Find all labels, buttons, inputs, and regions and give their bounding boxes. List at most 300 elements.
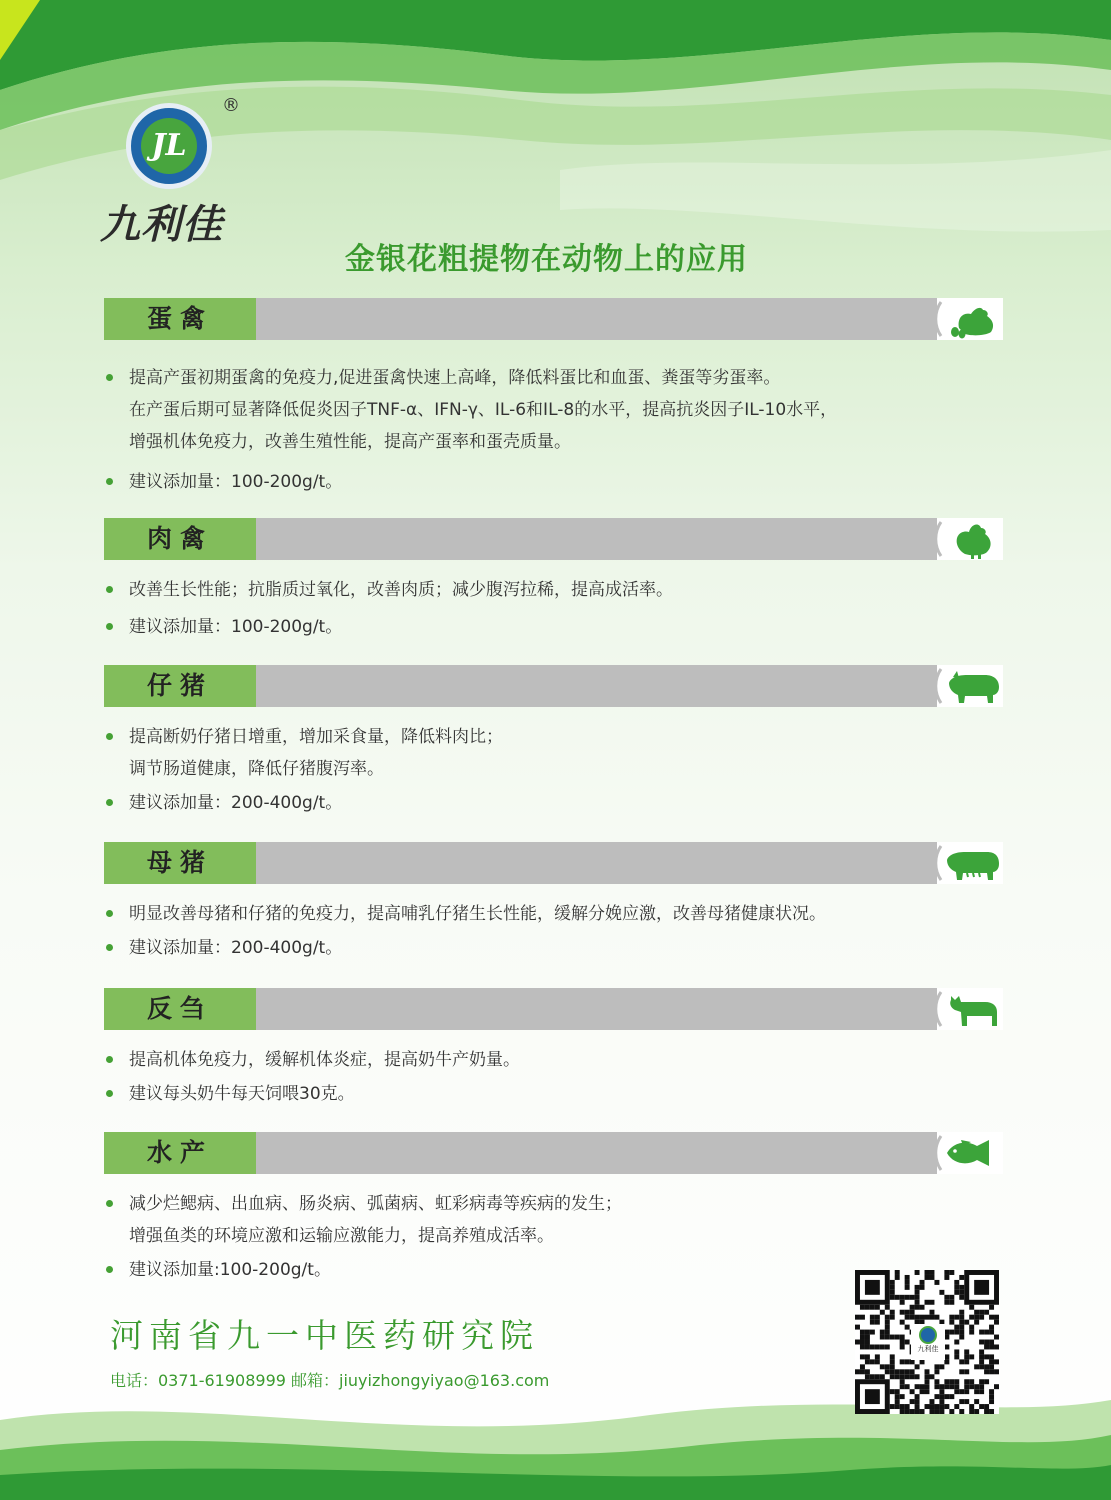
qr-module [954,1354,959,1359]
qr-module [954,1389,959,1394]
qr-module [984,1364,989,1369]
qr-module [875,1315,880,1320]
qr-module [895,1404,900,1409]
bullet-dot [106,1090,113,1097]
qr-module [954,1384,959,1389]
qr-code[interactable] [855,1270,999,1414]
qr-module [895,1399,900,1404]
section-label: 蛋禽 [104,298,256,340]
qr-module [974,1384,979,1389]
item-line: 建议添加量：100-200g/t。 [129,617,343,637]
qr-module [880,1330,885,1335]
fish-icon [937,1132,1003,1174]
list-item [104,787,1003,819]
qr-module [865,1330,870,1335]
section-header [104,518,1003,560]
qr-module [964,1379,969,1384]
qr-module [994,1344,999,1349]
qr-module [880,1374,885,1379]
qr-module [885,1305,890,1310]
section-header [104,665,1003,707]
qr-module [890,1404,895,1409]
logo-emblem [126,103,212,189]
qr-module [939,1389,944,1394]
qr-module [885,1344,890,1349]
qr-module [895,1394,900,1399]
qr-module [969,1315,974,1320]
qr-module [979,1404,984,1409]
qr-module [905,1404,910,1409]
qr-module [989,1364,994,1369]
qr-module [910,1295,915,1300]
qr-module [989,1325,994,1330]
qr-module [865,1369,870,1374]
qr-module [860,1335,865,1340]
section-ruminant [104,988,1003,1110]
qr-module [949,1394,954,1399]
qr-module [929,1404,934,1409]
qr-module [890,1310,895,1315]
bullet-dot [106,623,113,630]
qr-module [989,1389,994,1394]
list-item [104,611,1003,643]
cow-icon [937,988,1003,1030]
qr-module [949,1315,954,1320]
qr-module [900,1394,905,1399]
qr-module [905,1325,910,1330]
section-items [104,1044,1003,1110]
bullet-dot [106,799,113,806]
qr-module [925,1379,930,1384]
qr-module [994,1315,999,1320]
qr-module [954,1325,959,1330]
qr-module [939,1409,944,1414]
qr-module [989,1369,994,1374]
qr-module [910,1359,915,1364]
qr-module [920,1315,925,1320]
qr-module [934,1394,939,1399]
qr-module [949,1295,954,1300]
qr-module [920,1359,925,1364]
qr-module [979,1389,984,1394]
qr-module [925,1389,930,1394]
qr-module [989,1399,994,1404]
qr-module [895,1374,900,1379]
qr-module [865,1354,870,1359]
qr-module [979,1315,984,1320]
qr-module [959,1320,964,1325]
qr-module [964,1359,969,1364]
qr-module [905,1359,910,1364]
qr-module [974,1315,979,1320]
qr-module [959,1399,964,1404]
section-label: 水产 [104,1132,256,1174]
bullet-dot [106,944,113,951]
qr-module [989,1359,994,1364]
qr-module [905,1315,910,1320]
qr-module [885,1325,890,1330]
qr-module [920,1280,925,1285]
qr-module [949,1384,954,1389]
qr-module [890,1369,895,1374]
qr-module [875,1344,880,1349]
qr-module [885,1320,890,1325]
qr-module [939,1404,944,1409]
list-item [104,932,1003,964]
qr-module [865,1389,880,1404]
qr-module [875,1359,880,1364]
qr-module [870,1305,875,1310]
qr-module [974,1320,979,1325]
qr-module [880,1335,885,1340]
section-items [104,898,1003,964]
qr-module [934,1379,939,1384]
qr-module [939,1364,944,1369]
qr-module [929,1374,934,1379]
qr-module [915,1315,920,1320]
qr-module [900,1374,905,1379]
qr-module [969,1379,974,1384]
qr-module [929,1399,934,1404]
qr-module [915,1374,920,1379]
bullet-dot [106,910,113,917]
qr-module [989,1305,994,1310]
qr-module [934,1404,939,1409]
qr-module [865,1374,870,1379]
qr-module [944,1354,949,1359]
section-label: 仔猪 [104,665,256,707]
section-header [104,298,1003,340]
qr-module [900,1320,905,1325]
qr-module [959,1295,964,1300]
qr-module [895,1335,900,1340]
qr-module [915,1290,920,1295]
qr-module [920,1285,925,1290]
qr-module [939,1399,944,1404]
chicken-icon [937,518,1003,560]
qr-module [855,1340,860,1345]
qr-module [969,1384,974,1389]
item-line: 建议添加量：100-200g/t。 [129,472,343,492]
qr-module [865,1359,870,1364]
qr-module [984,1404,989,1409]
qr-module [939,1394,944,1399]
qr-module [890,1285,895,1290]
qr-module [979,1310,984,1315]
qr-module [870,1359,875,1364]
qr-module [915,1384,920,1389]
qr-module [890,1374,895,1379]
section-header [104,842,1003,884]
qr-module [989,1344,994,1349]
qr-module [900,1359,905,1364]
qr-module [915,1295,920,1300]
qr-module [949,1270,954,1275]
qr-module [979,1384,984,1389]
item-line: 减少烂鳃病、出血病、肠炎病、弧菌病、虹彩病毒等疾病的发生； [129,1194,622,1214]
qr-module [979,1364,984,1369]
item-line: 增强机体免疫力，改善生殖性能，提高产蛋率和蛋壳质量。 [129,432,571,452]
qr-module [929,1409,934,1414]
section-sow [104,842,1003,964]
qr-module [954,1315,959,1320]
qr-module [900,1384,905,1389]
qr-module [900,1379,905,1384]
qr-module [979,1359,984,1364]
qr-module [944,1404,949,1409]
qr-module [949,1379,954,1384]
qr-module [979,1354,984,1359]
piglet-icon [937,665,1003,707]
list-item [104,1044,1003,1076]
qr-module [925,1384,930,1389]
qr-module [900,1310,905,1315]
qr-module [905,1295,910,1300]
qr-module [979,1340,984,1345]
qr-module [959,1359,964,1364]
qr-module [860,1364,865,1369]
section-label: 反刍 [104,988,256,1030]
qr-module [915,1285,920,1290]
qr-module [915,1399,920,1404]
qr-module [964,1389,969,1394]
qr-module [915,1300,920,1305]
qr-module [890,1364,895,1369]
hen-with-egg-icon [937,298,1003,340]
bullet-dot [106,1200,113,1207]
section-aquatic [104,1132,1003,1286]
qr-module [944,1335,949,1340]
qr-module [929,1275,934,1280]
qr-module [910,1369,915,1374]
qr-module [900,1300,905,1305]
qr-module [944,1394,949,1399]
qr-module [969,1409,974,1414]
qr-module [905,1369,910,1374]
list-item [104,362,1003,458]
qr-module [929,1300,934,1305]
qr-module [860,1340,865,1345]
qr-module [979,1349,984,1354]
qr-module [984,1310,989,1315]
qr-module [959,1315,964,1320]
qr-module [895,1270,900,1275]
qr-module [964,1384,969,1389]
qr-module [890,1354,895,1359]
contact-info: 电话：0371-61908999 邮箱：jiuyizhongyiyao@163.com [110,1371,550,1390]
qr-module [890,1280,895,1285]
qr-module [969,1305,974,1310]
qr-module [974,1389,979,1394]
item-line: 提高断奶仔猪日增重，增加采食量，降低料肉比； [129,727,503,747]
item-line: 提高机体免疫力，缓解机体炎症，提高奶牛产奶量。 [129,1050,520,1070]
item-line: 改善生长性能；抗脂质过氧化，改善肉质；减少腹泻拉稀，提高成活率。 [129,580,673,600]
qr-module [954,1340,959,1345]
brand-logo [100,95,250,248]
qr-module [915,1364,920,1369]
qr-module [969,1404,974,1409]
item-line: 增强鱼类的环境应激和运输应激能力，提高养殖成活率。 [129,1226,554,1246]
bullet-dot [106,733,113,740]
qr-module [910,1399,915,1404]
qr-module [994,1335,999,1340]
qr-module [984,1369,989,1374]
qr-module [870,1344,875,1349]
qr-module [875,1320,880,1325]
item-line: 在产蛋后期可显著降低促炎因子TNF-α、IFN-γ、IL-6和IL-8的水平，提高抗炎因子IL-10水平， [129,400,838,420]
qr-module [865,1280,880,1295]
qr-module [964,1369,969,1374]
qr-module [934,1409,939,1414]
qr-module [920,1389,925,1394]
qr-module [994,1369,999,1374]
qr-module [989,1394,994,1399]
qr-module [954,1404,959,1409]
organization-name: 河南省九一中医药研究院 [110,1316,539,1355]
qr-module [969,1325,974,1330]
registered-mark: ® [222,95,240,116]
qr-module [870,1315,875,1320]
qr-module [984,1379,989,1384]
qr-module [989,1330,994,1335]
qr-module [925,1275,930,1280]
qr-module [875,1354,880,1359]
qr-module [954,1330,959,1335]
qr-module [949,1409,954,1414]
qr-module [969,1354,974,1359]
item-line: 建议添加量：200-400g/t。 [129,793,343,813]
qr-module [964,1349,969,1354]
section-laying-poultry [104,298,1003,498]
qr-module [870,1374,875,1379]
qr-module [949,1300,954,1305]
qr-module [885,1364,890,1369]
qr-module [989,1340,994,1345]
qr-module [900,1404,905,1409]
qr-module [905,1275,910,1280]
qr-module [865,1344,870,1349]
qr-module [920,1409,925,1414]
qr-module [905,1310,910,1315]
qr-module [925,1270,930,1275]
qr-module [895,1295,900,1300]
qr-module [905,1280,910,1285]
qr-module [964,1320,969,1325]
list-item [104,1078,1003,1110]
list-item [104,574,1003,606]
qr-module [915,1305,920,1310]
qr-module [855,1369,860,1374]
qr-module [934,1280,939,1285]
qr-module [944,1359,949,1364]
qr-module [929,1310,934,1315]
qr-module [880,1310,885,1315]
qr-module [900,1335,905,1340]
qr-module [925,1369,930,1374]
qr-module [925,1374,930,1379]
qr-module [934,1364,939,1369]
qr-module [895,1389,900,1394]
qr-module [910,1389,915,1394]
qr-module [989,1409,994,1414]
qr-module [890,1389,895,1394]
qr-module [910,1374,915,1379]
bullet-dot [106,374,113,381]
brand-name: 九利佳 [100,202,223,248]
qr-module [910,1305,915,1310]
qr-module [974,1399,979,1404]
qr-module [860,1344,865,1349]
qr-module [915,1270,920,1275]
qr-module [855,1315,860,1320]
qr-module [915,1394,920,1399]
qr-logo [911,1324,945,1360]
qr-module [929,1270,934,1275]
qr-module [984,1354,989,1359]
qr-module [994,1384,999,1389]
qr-module [890,1295,895,1300]
qr-module [885,1335,890,1340]
section-items [104,721,1003,819]
bullet-dot [106,586,113,593]
qr-module [944,1270,949,1275]
qr-module [915,1409,920,1414]
qr-module [934,1384,939,1389]
qr-module [925,1315,930,1320]
qr-module [944,1344,949,1349]
qr-module [895,1369,900,1374]
qr-module [890,1315,895,1320]
qr-module [865,1305,870,1310]
qr-module [900,1344,905,1349]
qr-module [855,1325,860,1330]
qr-module [905,1340,910,1345]
qr-module [959,1275,964,1280]
qr-module [885,1315,890,1320]
qr-module [929,1315,934,1320]
qr-module [890,1290,895,1295]
section-items [104,362,1003,498]
qr-module [934,1369,939,1374]
item-line: 提高产蛋初期蛋禽的免疫力,促进蛋禽快速上高峰，降低料蛋比和血蛋、粪蛋等劣蛋率。 [129,368,781,388]
qr-logo-text: 九利佳 [917,1345,939,1353]
qr-module [974,1310,979,1315]
qr-module [959,1325,964,1330]
qr-module [959,1285,964,1290]
qr-module [984,1330,989,1335]
qr-module [885,1330,890,1335]
qr-module [949,1330,954,1335]
section-items [104,574,1003,643]
qr-module [974,1280,989,1295]
qr-module [954,1349,959,1354]
sow-icon [937,842,1003,884]
qr-module [885,1369,890,1374]
section-broiler-poultry [104,518,1003,643]
qr-module [949,1320,954,1325]
qr-module [900,1295,905,1300]
list-item [104,466,1003,498]
logo-mark: JL [141,118,197,174]
list-item [104,721,1003,785]
qr-module [944,1330,949,1335]
qr-module [964,1399,969,1404]
qr-module [910,1409,915,1414]
bullet-dot [106,1056,113,1063]
item-line: 建议添加量:100-200g/t。 [129,1260,331,1280]
qr-module [900,1409,905,1414]
qr-module [875,1305,880,1310]
